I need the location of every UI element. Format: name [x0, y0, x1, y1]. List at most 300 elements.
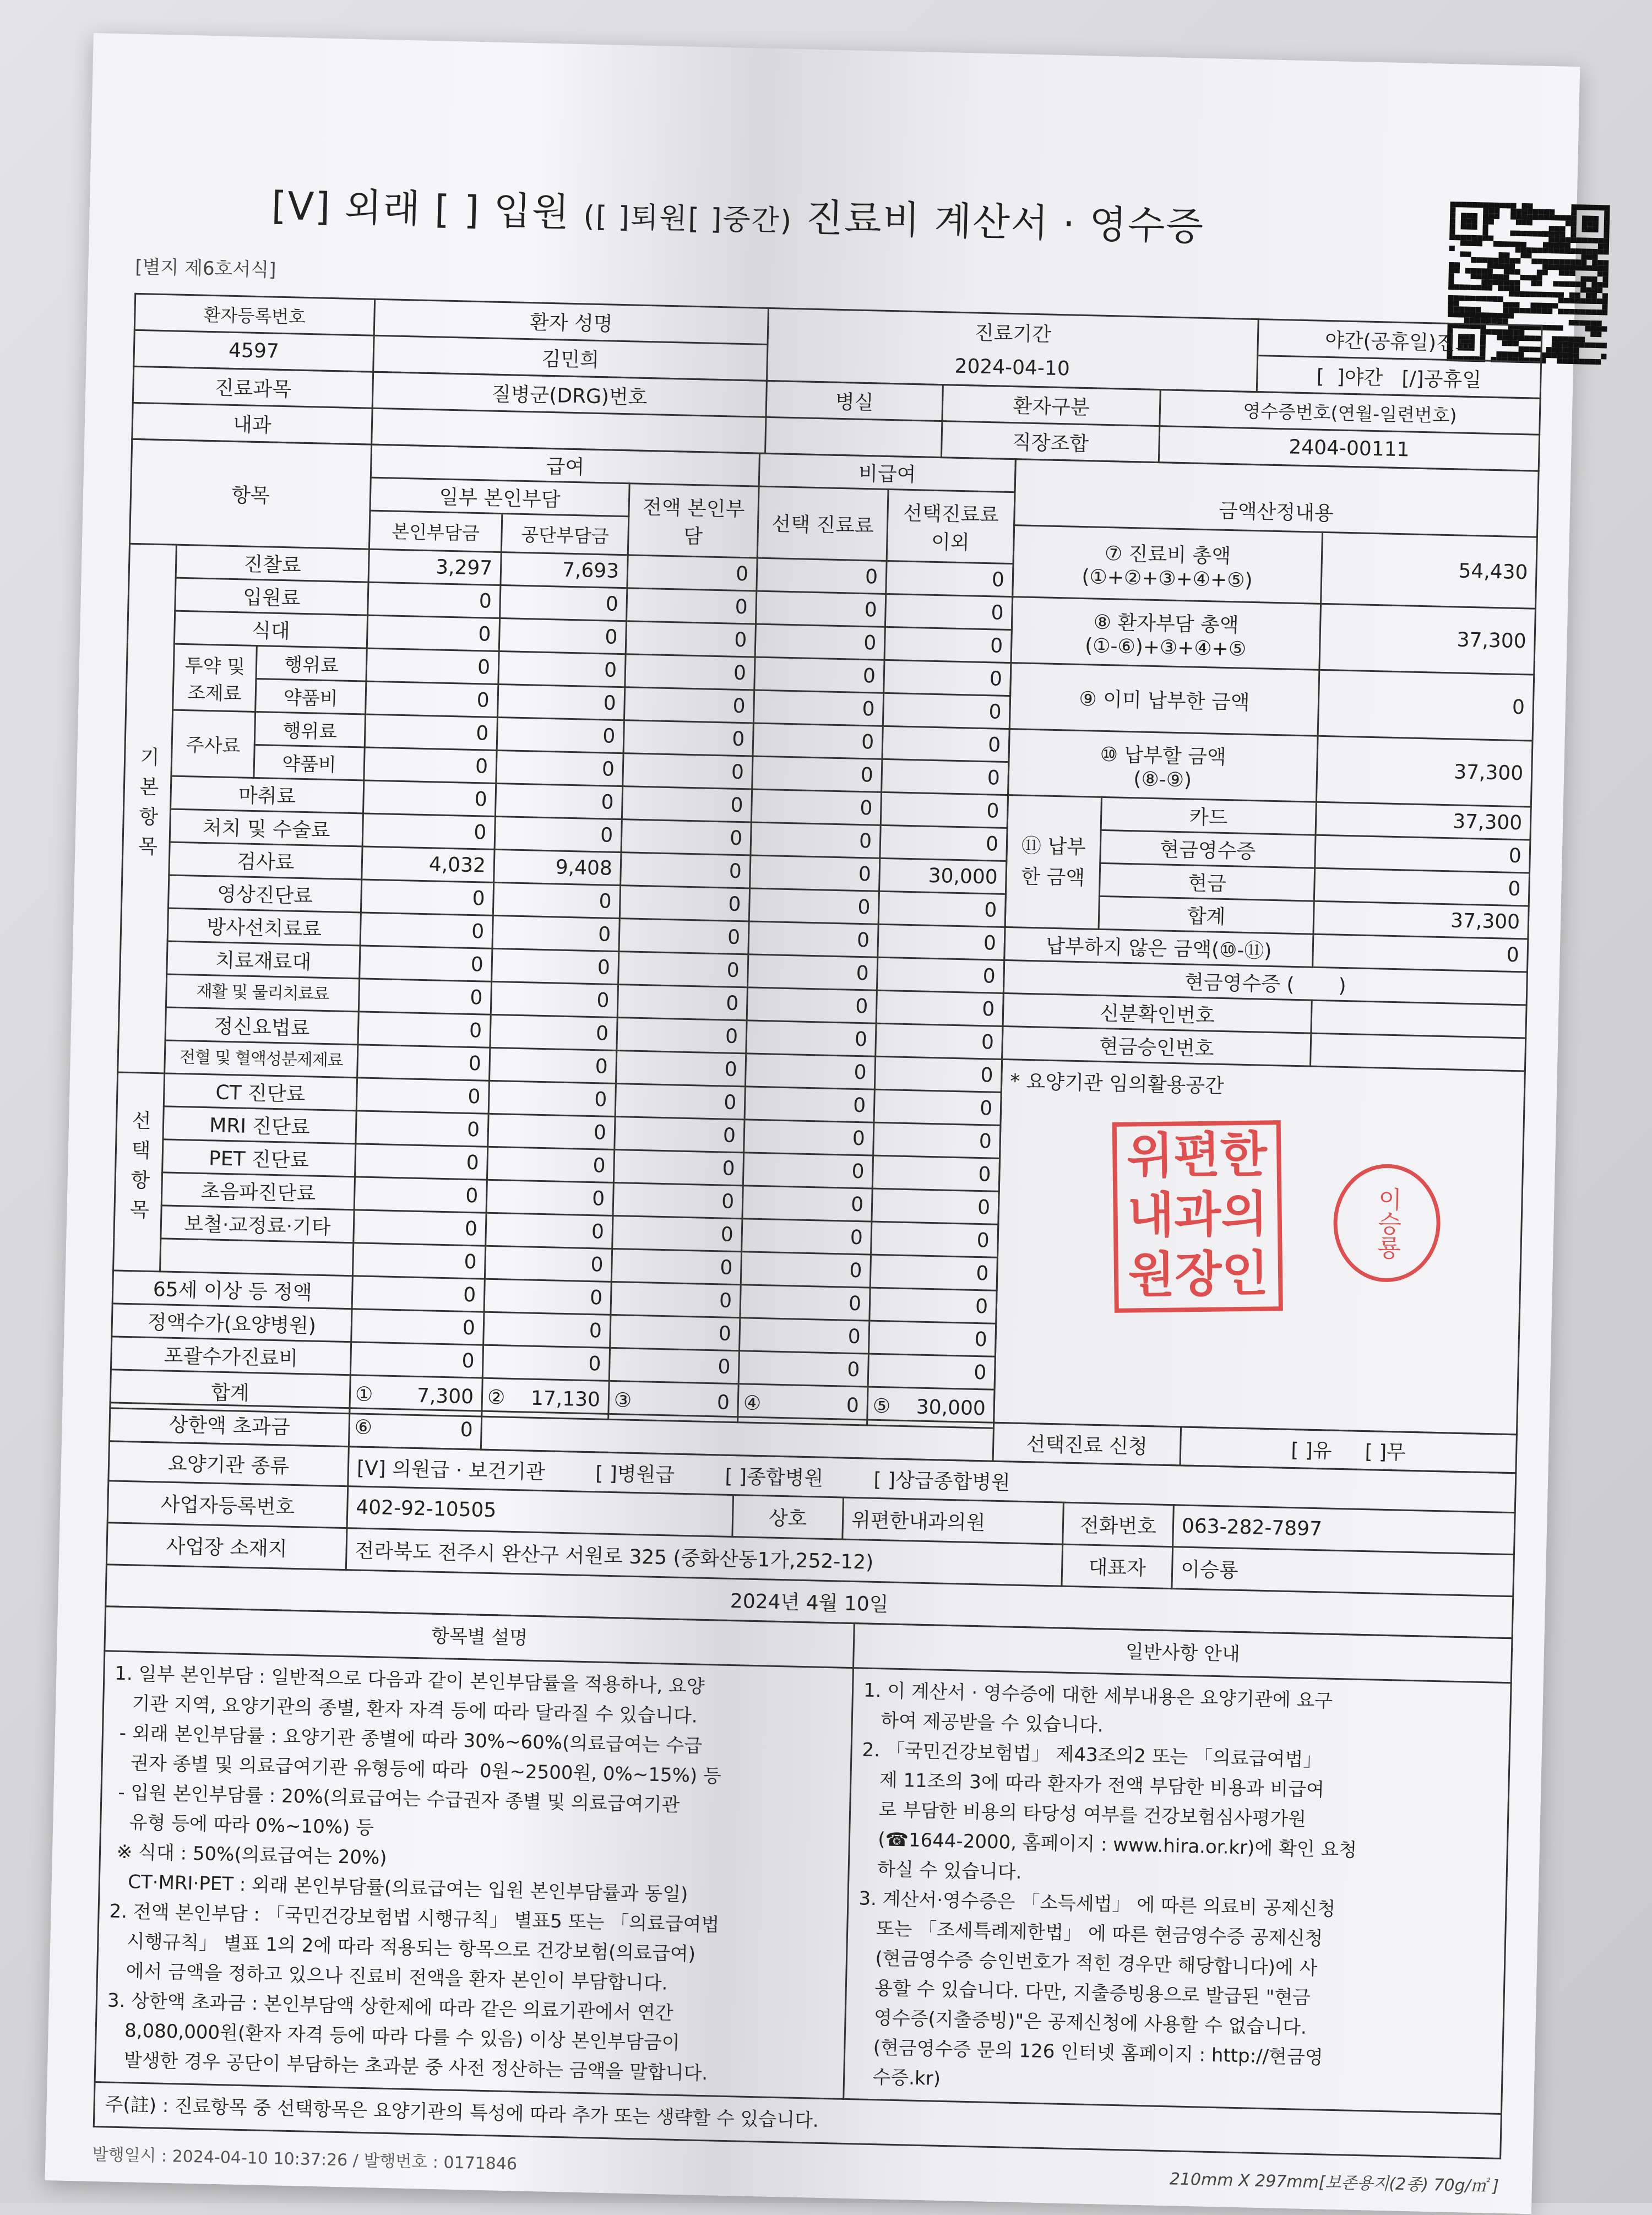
qr-module — [1487, 280, 1492, 285]
qr-module — [1574, 314, 1580, 320]
qr-module — [1465, 279, 1470, 285]
qr-module — [1509, 296, 1514, 302]
qr-module — [1570, 270, 1575, 276]
free-space: * 요양기관 임의활용공간 — [994, 1059, 1525, 1434]
item-value: 0 — [751, 789, 881, 825]
cap-mark: ⑥ — [354, 1416, 373, 1440]
qr-module — [1516, 225, 1521, 231]
item-value: 0 — [742, 1186, 872, 1221]
unpaid-label: 납부하지 않은 금액(⑩-⑪) — [1004, 927, 1313, 967]
qr-module — [1541, 319, 1547, 325]
qr-module — [1554, 242, 1559, 248]
qr-module — [1558, 297, 1564, 303]
qr-module — [1585, 304, 1591, 310]
qr-module — [1543, 231, 1548, 237]
qr-module — [1488, 208, 1494, 214]
item-label: PET 진단료 — [162, 1139, 356, 1177]
qr-module — [1548, 248, 1554, 253]
address-label: 사업장 소재지 — [106, 1523, 347, 1570]
explanation-line: 에서 금액을 정하고 있으나 진료비 전액을 환자 본인이 부담합니다. — [107, 1959, 668, 1995]
qr-module — [1526, 253, 1531, 258]
item-value: 0 — [878, 891, 1006, 927]
qr-module — [1552, 325, 1557, 330]
qr-module — [1537, 242, 1543, 248]
qr-module — [1585, 310, 1591, 315]
qr-module — [1590, 332, 1596, 337]
qr-module — [1558, 275, 1564, 281]
qr-module — [1564, 287, 1569, 292]
qr-module — [1538, 226, 1544, 231]
qr-module — [1599, 221, 1604, 227]
qr-module — [1482, 252, 1487, 257]
item-value: 0 — [356, 1111, 488, 1147]
qr-module — [1515, 269, 1520, 275]
qr-module — [1580, 276, 1586, 281]
qr-module — [1536, 314, 1541, 319]
qr-module — [1590, 348, 1596, 354]
qr-module — [1548, 253, 1553, 259]
qr-module — [1519, 302, 1525, 308]
qr-module — [1454, 251, 1460, 257]
qr-module — [1483, 219, 1488, 224]
item-value: 0 — [623, 720, 753, 756]
qr-module — [1476, 252, 1482, 257]
qr-module — [1510, 225, 1516, 230]
item-value: 0 — [618, 952, 748, 987]
qr-module — [1520, 280, 1525, 286]
qr-module — [1494, 225, 1499, 230]
paid-amount: 0 — [1318, 670, 1534, 741]
rep-label: 대표자 — [1062, 1544, 1173, 1589]
explanation-line: 하여 제공받을 수 있습니다. — [862, 1709, 1104, 1737]
qr-module — [1466, 202, 1472, 208]
qr-module — [1454, 268, 1460, 273]
qr-module — [1593, 210, 1599, 216]
qr-module — [1590, 343, 1596, 348]
item-value: 0 — [498, 684, 625, 720]
qr-module — [1526, 258, 1531, 264]
qr-module — [1598, 238, 1604, 243]
qr-module — [1530, 313, 1536, 319]
qr-module — [1493, 258, 1498, 263]
payment-cash: 0 — [1314, 868, 1529, 906]
qr-module — [1536, 308, 1541, 314]
qr-module — [1516, 214, 1521, 220]
inst-type-tertiary: [ ]상급종합병원 — [873, 1468, 1011, 1495]
qr-module — [1509, 280, 1514, 285]
qr-module — [1586, 276, 1591, 282]
qr-module — [1602, 287, 1608, 293]
item-value: 0 — [881, 792, 1008, 828]
qr-module — [1574, 348, 1579, 353]
total-amount: 54,430 — [1321, 532, 1537, 609]
item-parent: 주사료 — [171, 710, 256, 778]
qr-module — [1531, 264, 1537, 269]
cap-value — [349, 1408, 482, 1449]
item-value: 0 — [743, 1153, 873, 1188]
qr-module — [1564, 270, 1570, 276]
qr-module — [1582, 215, 1588, 221]
qr-module — [1471, 263, 1476, 268]
qr-module — [1557, 336, 1563, 341]
qr-module — [1570, 265, 1575, 270]
qr-module — [1497, 313, 1503, 318]
item-value: 0 — [499, 618, 626, 654]
qr-module — [1527, 209, 1533, 214]
item-value: 0 — [884, 660, 1011, 696]
qr-module — [1477, 241, 1482, 246]
qr-module — [1538, 220, 1544, 226]
qr-module — [1515, 247, 1521, 253]
qr-module — [1569, 314, 1574, 320]
qr-module — [1498, 258, 1504, 263]
qr-module — [1448, 301, 1453, 306]
qr-module — [1543, 237, 1548, 242]
drg-label: 질병군(DRG)번호 — [372, 372, 767, 417]
qr-module — [1504, 269, 1509, 274]
qr-module — [1471, 235, 1477, 241]
qr-module — [1530, 308, 1536, 313]
qr-module — [1504, 247, 1510, 252]
covered-header: 급여 — [371, 444, 759, 486]
qr-module — [1514, 302, 1519, 308]
item-value: 0 — [615, 1084, 745, 1120]
qr-module — [1503, 318, 1508, 324]
qr-module — [1499, 203, 1505, 208]
receipt-no: 2404-00111 — [1159, 426, 1539, 471]
item-value: 0 — [616, 1051, 746, 1087]
qr-module — [1509, 274, 1514, 280]
item-label: 포괄수가진료비 — [111, 1337, 351, 1375]
qr-module — [1587, 238, 1593, 243]
qr-module — [1520, 253, 1526, 258]
qr-module — [1566, 204, 1571, 210]
qr-module — [1503, 274, 1509, 280]
explanation-line: (현금영수증 승인번호가 적힌 경우만 해당합니다)에 사 — [857, 1947, 1318, 1980]
qr-module — [1598, 232, 1604, 238]
qr-module — [1601, 359, 1606, 365]
qr-module — [1579, 359, 1584, 364]
qr-module — [1552, 303, 1558, 308]
qr-module — [1510, 203, 1516, 208]
item-label: 전혈 및 혈액성분제제료 — [165, 1040, 358, 1078]
due-label-text: ⑩ 납부할 금액 — [1100, 743, 1227, 769]
qr-module — [1450, 207, 1455, 213]
qr-module — [1471, 268, 1476, 274]
qr-module — [1515, 253, 1520, 258]
item-value: 9,408 — [494, 849, 621, 885]
qr-module — [1460, 273, 1465, 279]
qr-module — [1582, 210, 1588, 215]
qr-module — [1547, 308, 1552, 314]
qr-module — [1526, 269, 1531, 275]
qr-module — [1571, 248, 1576, 254]
qr-module — [1515, 258, 1520, 264]
qr-module — [1465, 274, 1471, 279]
item-value: 0 — [885, 594, 1012, 629]
item-value: 0 — [610, 1315, 740, 1350]
phone: 063-282-7897 — [1173, 1505, 1515, 1555]
qr-module — [1552, 330, 1557, 336]
qr-module — [1448, 306, 1453, 312]
reg-no-label: 환자등록번호 — [134, 294, 374, 335]
qr-module — [1525, 275, 1531, 280]
qr-module — [1449, 235, 1455, 240]
qr-module — [1552, 314, 1558, 319]
item-value: 0 — [751, 822, 881, 858]
qr-module — [1514, 319, 1519, 324]
inst-type-general: [ ]종합병원 — [725, 1465, 824, 1490]
item-value: 0 — [753, 723, 883, 759]
qr-module — [1459, 312, 1464, 317]
qr-module — [1542, 292, 1547, 297]
item-value: 0 — [361, 880, 493, 915]
qr-module — [1587, 243, 1593, 249]
explanation-line: 하실 수 있습니다. — [859, 1858, 1022, 1884]
qr-module — [1559, 237, 1565, 242]
qr-module — [1487, 285, 1492, 291]
qr-module — [1461, 224, 1466, 229]
qr-module — [1585, 315, 1591, 321]
qr-module — [1568, 359, 1573, 364]
qr-module — [1460, 268, 1465, 273]
qr-module — [1498, 280, 1503, 285]
qr-module — [1498, 274, 1503, 280]
qr-module — [1576, 226, 1582, 232]
item-value: 0 — [488, 1114, 615, 1149]
item-value: 0 — [868, 1354, 995, 1389]
qr-module — [1559, 231, 1565, 237]
id-number-field — [1311, 1000, 1526, 1038]
qr-module — [1519, 319, 1525, 324]
qr-module — [1563, 309, 1569, 314]
qr-module — [1508, 307, 1514, 313]
qr-module — [1531, 253, 1537, 258]
qr-module — [1547, 314, 1552, 319]
item-value: 0 — [367, 615, 499, 651]
qr-module — [1571, 237, 1576, 243]
section-optional-label: 선택항목 — [126, 1109, 152, 1229]
qr-module — [1591, 287, 1597, 293]
qr-module — [1592, 271, 1597, 276]
qr-module — [1499, 219, 1505, 225]
qr-module — [1577, 221, 1582, 226]
qr-module — [1553, 292, 1558, 297]
qr-module — [1521, 220, 1527, 225]
rep: 이승룡 — [1172, 1547, 1514, 1597]
item-label: 초음파진단료 — [161, 1172, 355, 1210]
qr-module — [1579, 336, 1585, 342]
item-label: 보철·교정료·기타 — [161, 1206, 354, 1243]
issue-info: 발행일시 : 2024-04-10 10:37:26 / 발행번호 : 0171846 — [92, 2145, 518, 2174]
qr-module — [1586, 282, 1591, 287]
qr-module — [1498, 263, 1504, 269]
item-value: 0 — [492, 915, 620, 951]
qr-module — [1521, 209, 1527, 214]
qr-module — [1487, 296, 1492, 302]
qr-module — [1571, 210, 1577, 215]
item-value: 0 — [871, 1221, 998, 1257]
item-value: 0 — [497, 717, 624, 753]
qr-module — [1580, 303, 1585, 309]
qr-module — [1488, 241, 1493, 247]
item-value: 0 — [485, 1246, 612, 1282]
qr-module — [1465, 285, 1470, 290]
qr-module — [1476, 285, 1481, 290]
qr-module — [1464, 318, 1470, 323]
qr-module — [1546, 352, 1551, 358]
qr-module — [1453, 312, 1459, 317]
qr-module — [1503, 296, 1509, 302]
qr-module — [1592, 254, 1597, 260]
item-label: MRI 진단료 — [163, 1106, 356, 1144]
qr-module — [1582, 232, 1587, 237]
item-value: 0 — [620, 886, 749, 921]
qr-module — [1581, 265, 1586, 270]
qr-module — [1582, 243, 1587, 248]
qr-module — [1568, 325, 1574, 331]
item-value: 0 — [617, 985, 747, 1020]
qr-module — [1603, 271, 1608, 276]
item-label: 입원료 — [175, 578, 368, 615]
payment-label: ⑪ 납부한 금액 — [1005, 795, 1101, 930]
qr-module — [1586, 271, 1592, 276]
qr-module — [1590, 359, 1595, 365]
item-value: 0 — [360, 913, 493, 948]
item-label: 재활 및 물리치료료 — [166, 974, 359, 1012]
qr-module — [1510, 219, 1516, 225]
qr-module — [1455, 202, 1461, 207]
qr-module — [1564, 281, 1569, 287]
qr-module — [1509, 258, 1515, 263]
qr-module — [1497, 318, 1503, 324]
qr-module — [1574, 309, 1580, 314]
qr-module — [1466, 219, 1472, 224]
item-value: 0 — [742, 1219, 872, 1255]
qr-module — [1461, 207, 1466, 213]
cap-amount: 0 — [460, 1418, 474, 1442]
qr-module — [1548, 259, 1553, 264]
totals-label: 합계 — [110, 1370, 350, 1414]
qr-module — [1555, 209, 1560, 215]
qr-module — [1542, 275, 1547, 281]
qr-module — [1487, 252, 1493, 258]
total-value: 0 — [846, 1394, 860, 1418]
qr-module — [1504, 236, 1510, 241]
qr-module — [1477, 208, 1483, 213]
qr-module — [1548, 231, 1554, 237]
qr-module — [1542, 259, 1548, 264]
qr-module — [1604, 221, 1610, 227]
inst-name-label: 상호 — [732, 1495, 844, 1540]
total-value: 0 — [716, 1391, 730, 1414]
visit-type: [V] 외래 [ ] 입원 — [271, 183, 571, 235]
patient-total-formula: (①-⑥)+③+④+⑤ — [1084, 634, 1247, 661]
item-value: 0 — [368, 582, 501, 618]
qr-module — [1596, 304, 1602, 310]
qr-module — [1576, 232, 1582, 237]
item-value: 0 — [870, 1255, 997, 1290]
qr-module — [1559, 253, 1564, 259]
qr-module — [1536, 319, 1541, 325]
qr-module — [1476, 274, 1482, 279]
qr-module — [1455, 246, 1460, 251]
period-label: 진료기간 — [768, 308, 1258, 355]
qr-module — [1587, 249, 1593, 254]
qr-module — [1527, 220, 1533, 225]
qr-module — [1604, 243, 1609, 249]
item-value: 0 — [748, 921, 878, 957]
unpaid-amount: 0 — [1313, 934, 1528, 972]
explanation-line: 1. 이 계산서 · 영수증에 대한 세부내용은 요양기관에 요구 — [863, 1679, 1333, 1712]
qr-module — [1558, 286, 1564, 292]
qr-module — [1472, 208, 1477, 213]
qr-module — [1575, 298, 1580, 303]
qr-module — [1580, 309, 1585, 314]
type-label: 환자구분 — [942, 385, 1160, 426]
item-value: 0 — [886, 561, 1013, 596]
qr-module — [1557, 358, 1562, 363]
qr-module — [1544, 209, 1549, 215]
qr-module — [1460, 229, 1466, 235]
qr-module — [1488, 230, 1493, 236]
qr-module — [1465, 263, 1471, 268]
qr-module — [1564, 276, 1569, 281]
qr-module — [1565, 243, 1571, 248]
total-mark: ③ — [613, 1389, 632, 1412]
full-header: 전액 본인부담 — [628, 484, 759, 558]
qr-module — [1493, 230, 1499, 236]
qr-module — [1483, 213, 1488, 219]
qr-module — [1555, 226, 1560, 231]
qr-module — [1493, 263, 1498, 269]
qr-module — [1542, 286, 1547, 292]
qr-module — [1486, 318, 1492, 324]
qr-module — [1549, 215, 1555, 220]
total-label — [1013, 525, 1323, 604]
item-value: 7,693 — [501, 552, 628, 588]
qr-module — [1574, 320, 1580, 325]
qr-module — [1565, 237, 1571, 243]
qr-module — [1503, 302, 1508, 307]
qr-module — [1515, 242, 1521, 247]
qr-module — [1541, 303, 1547, 308]
qr-module — [1492, 296, 1498, 302]
qr-module — [1552, 308, 1558, 314]
inst-type-label: 요양기관 종류 — [108, 1441, 349, 1486]
qr-module — [1591, 298, 1597, 304]
item-value: 0 — [876, 990, 1003, 1026]
qr-module — [1573, 359, 1579, 364]
qr-module — [1494, 214, 1499, 219]
qr-module — [1597, 260, 1603, 265]
item-value: 0 — [621, 853, 751, 888]
explanation-line: (현금영수증 문의 126 인터넷 홈페이지 : http://현금영 — [855, 2036, 1324, 2069]
qr-module — [1475, 318, 1481, 323]
qr-module — [1576, 237, 1582, 243]
cash-receipt-label: 현금영수증 ( ) — [1003, 960, 1527, 1005]
qr-module — [1571, 232, 1576, 237]
qr-module — [1574, 331, 1579, 336]
item-value: 0 — [498, 651, 626, 687]
qr-module — [1470, 290, 1476, 296]
qr-module — [1537, 259, 1542, 264]
qr-module — [1536, 286, 1542, 292]
qr-module — [1569, 309, 1574, 314]
qr-module — [1575, 270, 1581, 276]
qr-module — [1569, 281, 1575, 287]
item-value: 0 — [868, 1321, 996, 1356]
